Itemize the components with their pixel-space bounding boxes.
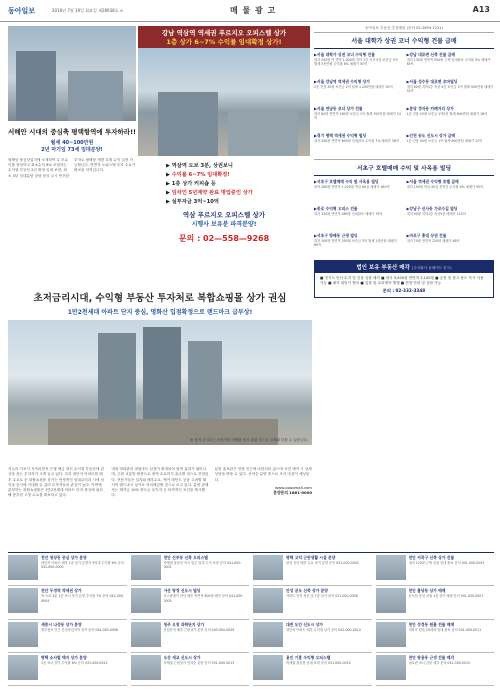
ad2-tower xyxy=(143,327,181,425)
listing-title: 천안 불당동 상가 매매 xyxy=(408,588,446,594)
listing-desc: 역세권 근린상가 선착순 분양 문의 031-000-0013 xyxy=(163,660,235,665)
classified-listing[interactable] xyxy=(8,586,127,619)
listing-title: 안성 공도 신축 상가 분양 xyxy=(286,588,328,594)
classified-listing[interactable] xyxy=(376,653,495,686)
ad1-tagline-line1: 역삼 푸르지오 오피스텔 상가 xyxy=(182,211,266,219)
listing-desc: 아파트 단지 정문 앞 1층 상가 문의 031-000-0006 xyxy=(286,594,358,599)
listing-item-desc: 1층 전용 40평 보증금 1억 월세 600만원 매매가 12억 xyxy=(406,139,483,143)
listing-title: 대전 도안 신도시 상가 xyxy=(286,621,323,627)
listing-item-desc: 대지 90평 지하1층 지상5층 매매가 110억 xyxy=(406,212,466,216)
ad1-photo-building xyxy=(158,92,218,156)
listing-item[interactable] xyxy=(407,230,495,257)
ad1-bullet: ▶ 역삼역 도보 3분, 상권보니 xyxy=(166,163,233,169)
ad2-text-col xyxy=(215,467,312,544)
classified-listing[interactable] xyxy=(253,586,372,619)
right-column-heading-2: 서초구 호텔매매 수익 및 사옥용 빌딩 xyxy=(314,159,494,176)
listing-list-2 xyxy=(314,176,494,257)
listing-item-desc: 1층 전용 30평 보증금 2억 월세 1,200만원 매매가 30억 xyxy=(314,85,393,89)
listing-photo xyxy=(8,622,38,647)
corporate-sale-note: (주식회사 동레이트 한국) xyxy=(411,266,452,270)
ad2-caption: ※ 상기 투시도는 소비자의 이해를 돕기 위한 것으로 실제와 다를 수 있습니다. xyxy=(190,438,308,442)
classified-listing[interactable] xyxy=(131,586,250,619)
listing-title: 오산 세교 신도시 상가 xyxy=(163,654,201,660)
ad1-bullet: ▶ 1층 상가 커피숍 등 xyxy=(166,181,216,187)
listing-list-1 xyxy=(314,49,494,157)
ad1-left-headline: 서해안 시대의 중심축 평택항역에 투자하라!! xyxy=(8,128,137,136)
listing-title: 천안 두정역 역세권 상가 xyxy=(41,588,82,594)
classified-listing[interactable] xyxy=(376,553,495,586)
listing-item-desc: 대지 150평 객실 45실 운영중 수익률 6% 매매가 95억 xyxy=(406,185,484,189)
ad2-tower xyxy=(98,333,136,425)
ad1-bullet-text: 수익률 6~7% 임대확정! xyxy=(171,172,230,178)
section-title: 매 물 광 고 xyxy=(230,6,277,15)
newspaper-logo: 동아일보 xyxy=(8,7,36,15)
listing-desc: 산업단지 배후 근린상가 분양 문의 043-000-0009 xyxy=(163,627,235,632)
classified-listing[interactable] xyxy=(253,620,372,653)
corporate-sale-title xyxy=(315,261,493,273)
listing-item-desc: 대지 100평 연면적 350평 보증금 3억 월세 2천만원 매매가 60억 xyxy=(314,239,397,248)
corporate-sale-body: ■ 경기도 안산 토지 및 건물 일괄 매각 ■ 대지 3,500평 연면적 2,100평 ■ 공장 및 창고 용도 즉시 사용 가능 ■ 매각 희망가 협의 ■ 입찰 및 수의계약 병행 ■ 현장 안내 및 상담 가능 xyxy=(320,276,484,286)
building-image xyxy=(8,26,136,121)
ad1-left-panel xyxy=(8,26,136,286)
listing-item[interactable] xyxy=(314,176,402,203)
ad2-text-col: 대형 영화관과 대형마트 입점이 확정되어 집객 효과가 뛰어나며, 주변 교통망 확충으로 광역 수요까지 흡수할 것으로 전망된다. 전문가들은 입지와 배후수요, 앵커 테넌트 등을 고려할 때 지역 랜드마크 상가로 자리매김할 것으로 보고 있다. 분양 관계자는 계약금 10% 중도금 무이자 등 파격적인 조건을 제시했다. xyxy=(111,467,209,498)
listing-desc: 역세권 풀옵션 즉시 입주 임대 수익 보장 문의 041-000-0001 xyxy=(163,561,242,570)
listing-item-desc: 대지 120평 연면적 480평 임대완료 매매가 75억 xyxy=(314,212,383,216)
classified-listing[interactable] xyxy=(376,620,495,653)
listing-item-name: ▶서울 역세권 수익형 호텔 급매 xyxy=(406,179,459,184)
listing-photo xyxy=(131,655,161,680)
right-column-heading-1: 서울 대학가 상권 코너 수익형 건물 급매 xyxy=(314,33,494,49)
ad2-title: 초저금리시대, 수익형 부동산 투자처로 복합쇼핑몰 상가 권심 xyxy=(33,293,287,304)
ad1-banner-line2: 1층 상가 6~7% 수익률 임대확정 상가! xyxy=(166,38,282,46)
corporate-sale-title-text: 법인 보유 부동산 매각 xyxy=(356,265,410,271)
listing-item-name: ▶서울 연남동 코너 상가 건물 xyxy=(314,106,363,111)
ad1-right-panel xyxy=(138,26,310,288)
listing-photo xyxy=(131,622,161,647)
listing-title: 천안 쌍용동 근생 건물 매각 xyxy=(408,654,455,660)
listing-item-desc: 대지 60평 연면적 180평 보증금 1억 월세 700만원 매매가 24억 xyxy=(314,112,401,121)
ad2-text-columns xyxy=(8,467,312,544)
ad1-bullet-text: 1층 상가 커피숍 등 xyxy=(171,181,216,187)
right-column-title: 동아일보 부동산 추천매물 (문의 02-2659-1211) xyxy=(314,26,494,33)
listing-item-name: ▶서초구 방배동 근생 빌딩 xyxy=(314,233,358,238)
listing-title: 천안 성정동 원룸 건물 매매 xyxy=(408,621,455,627)
listing-item-name: ▶서울 대학가 상권 코너 수익형 건물 xyxy=(314,52,375,57)
ad1-bullet-text: 실투자금 3억~10억 xyxy=(171,199,219,205)
listing-desc: 대학가 원룸 20세대 임대 완료 문의 041-000-0011 xyxy=(408,627,482,632)
listing-item[interactable] xyxy=(314,76,402,103)
classified-listing[interactable] xyxy=(131,653,250,686)
page-header xyxy=(0,0,500,22)
listing-item[interactable] xyxy=(407,130,495,157)
listing-desc: 대지 120평 근생 건물 임대 완료 문의 041-000-0003 xyxy=(408,561,485,565)
ad1-photo xyxy=(138,48,310,156)
classified-listing[interactable] xyxy=(8,620,127,653)
ad2-phone[interactable]: 분양문의 1661-0000 xyxy=(273,490,312,496)
listing-photo xyxy=(8,588,38,613)
listing-desc: 역 도보 3분 1층 코너 상가 분양 수익률 7% 문의 041-000-0004 xyxy=(41,594,124,603)
classified-listing[interactable] xyxy=(8,653,127,686)
ad1-left-body: 평택항 중심상업지에 소재하여 무 조수익률 향상하고 최소수익 8% 보장하는 수익형 부동산 2년 확정 임대 보장, 최소 3년 임대분양 상담 문의 주시 안전한 투자로 평택항 개발 호재 수익 실현 가능합니다. 연면적 오피스텔 투자 수요가 확보된 지역입니다. xyxy=(8,158,136,178)
listing-photo xyxy=(253,588,283,613)
ad1-banner-line1: 강남 역삼역 역세권 푸르지오 오피스텔 상가 xyxy=(161,29,287,37)
listing-item[interactable] xyxy=(407,103,495,130)
ad2-website[interactable]: www.oooomall.com xyxy=(275,484,312,490)
listing-desc: 대단지 아파트 배후 1층 상가 분양가 3억대 수익률 6% 문의 041-000-0000 xyxy=(41,561,124,570)
ad1-bullet: ▶ 실투자금 3억~10억 xyxy=(166,199,219,205)
ad1-phone[interactable]: 문의 : 02—558—9268 xyxy=(178,234,270,243)
listing-title: 평택 고덕 근린생활 시설 분양 xyxy=(286,555,336,560)
listing-item-name: ▶분당 정자동 카페거리 상가 xyxy=(406,106,454,111)
listing-item-name: ▶강남 대로변 신축 건물 급매 xyxy=(406,52,456,57)
listing-item-desc: 대지 80평 지하1층 지상 4층 보증금 2억 월세 900만원 매매가 32억 xyxy=(406,85,494,94)
listing-item-desc: 대지 70평 연면적 220평 매매가 48억 xyxy=(406,239,460,243)
listing-photo xyxy=(376,655,406,680)
listing-title: 평택 소사벌 택지 상가 분양 xyxy=(41,654,87,660)
ad1-banner xyxy=(138,26,310,48)
listing-item[interactable] xyxy=(314,49,402,76)
listing-title: 천안 서북구 신축 상가 건물 xyxy=(408,555,455,560)
listing-photo xyxy=(253,622,283,647)
listing-item-name: ▶마포구 홍대 상권 건물 xyxy=(406,233,447,238)
listing-item[interactable] xyxy=(407,176,495,203)
listing-photo xyxy=(8,555,38,580)
ad2-subtitle: 1만2천세대 아파트 단지 중심, 명화산 입점확정으로 랜드마크 급부상! xyxy=(67,309,253,316)
listing-item-name: ▶강남구 신사동 가로수길 빌딩 xyxy=(406,206,458,211)
listing-desc: 디스플레이 산단 배후 연면적 600평 매각 문의 041-000-0005 xyxy=(163,594,244,603)
ad2-tower xyxy=(188,341,222,425)
listing-photo xyxy=(8,655,38,680)
listing-photo xyxy=(253,555,283,580)
listing-item[interactable] xyxy=(314,103,402,130)
ad1-left-sub-line: 월세 40~100만원 xyxy=(50,140,94,146)
listing-photo xyxy=(131,555,161,580)
issue-meta: 2016년 7월 19일 화요일 제28938호 ⊙ xyxy=(52,8,124,13)
listing-item[interactable] xyxy=(314,230,402,257)
ad1-tagline xyxy=(138,211,310,229)
listing-item-name: ▶경기 평택 역세권 수익형 빌딩 xyxy=(314,133,367,138)
ad2-contact xyxy=(215,485,312,496)
corporate-sale-box xyxy=(314,260,494,298)
listing-item-name: ▶서울 성수동 대로변 꼬마빌딩 xyxy=(406,79,458,84)
classified-listing[interactable] xyxy=(253,553,372,586)
ad1-bullets xyxy=(138,156,310,207)
classified-listing[interactable] xyxy=(131,553,250,586)
ad1-bullet: ▶ 수익률 6~7% 임대확정! xyxy=(166,172,230,178)
listing-item-name: ▶인천 송도 신도시 상가 급매 xyxy=(406,133,456,138)
listing-item[interactable] xyxy=(407,76,495,103)
listing-photo xyxy=(376,622,406,647)
listing-item-name: ▶서울 강남역 역세권 수익형 상가 xyxy=(314,79,370,84)
listing-item[interactable] xyxy=(314,130,402,157)
ad2-panel xyxy=(8,290,312,466)
listing-desc: 신도심 중심 상권 1층 상가 매매 문의 041-000-0007 xyxy=(408,594,484,599)
ad2-text-col: 저금리 기조가 지속되면서 은행 예금 대신 수익형 부동산에 관심을 갖는 투자자가 크게 늘고 있다. 특히 대단지 아파트를 배후 수요로 둔 복합쇼핑몰 상가는 안정적인 임대수익과 시세 차익을 동시에 기대할 수 있어 투자자들의 관심이 높다. 이번에 분양하는 복합쇼핑몰은 1만2천세대 아파트 단지 중심에 위치해 풍부한 고정 수요를 확보하고 있다. xyxy=(8,467,104,498)
listing-title: 청주 오창 과학단지 상가 xyxy=(163,621,205,627)
ad1-bullet-text: 임차인 5년계약 완료 명업중인 상가 xyxy=(171,190,253,196)
ad2-rendering xyxy=(8,320,312,445)
listing-item-name: ▶종로 수익형 오피스 건물 xyxy=(314,206,358,211)
listing-item-desc: 대지 200평 연면적 600평 임대완료 수익률 7% 매매가 38억 xyxy=(314,139,399,143)
ad1-photo-building xyxy=(228,110,298,156)
page-number: A13 xyxy=(472,5,490,14)
listing-photo xyxy=(131,588,161,613)
listing-item-desc: 대지 280평 연면적 1,200평 객실 60실 매매가 180억 xyxy=(314,185,390,189)
listing-item-desc: 대지 250평 연 면적 1,000평 지하 1층 지상 5층 보증금 3억 월세 3천만원 수익률 6% 매매가 55억 xyxy=(314,58,398,67)
listing-desc: 정부청사 인근 중심상업지역 상가 문의 044-000-0008 xyxy=(41,627,118,632)
classified-listing[interactable] xyxy=(376,586,495,619)
ad1-left-sub-line: 2년 마기임 73세 임대분양! xyxy=(41,147,103,153)
listing-title: 용인 기흥 수익형 오피스텔 xyxy=(286,654,331,660)
ad1-tagline-line2: 시행사 보유분 파격분양! xyxy=(191,221,257,228)
listing-title: 천안 청당동 중심 상가 분양 xyxy=(41,555,87,560)
listing-desc: 삼성 산단 배후 수요 상가 분양 문의 031-000-0002 xyxy=(286,561,359,565)
listing-title: 천안 신부동 신축 오피스텔 xyxy=(163,555,208,560)
classified-listing[interactable] xyxy=(253,653,372,686)
listing-photo xyxy=(253,655,283,680)
listing-item-desc: 1층 전용 25평 보증금 1억5천 월세 800만원 매매가 18억 xyxy=(406,112,488,116)
corporate-sale-contact[interactable]: 문의 : 02-332-3348 xyxy=(382,288,426,294)
classified-listing[interactable] xyxy=(8,553,127,586)
classified-grid xyxy=(8,552,494,686)
listing-desc: 대로변 코너 건물 매각 문의 041-000-0015 xyxy=(408,660,471,665)
ad1-bullet-text: 역삼역 도보 3분, 상권보니 xyxy=(171,163,233,169)
listing-desc: 역세권 풀옵션 임대 보장 문의 031-000-0014 xyxy=(286,660,351,665)
listing-item[interactable] xyxy=(407,49,495,76)
right-column xyxy=(314,26,494,466)
listing-desc: 1층 코너 상가 수익률 6% 문의 031-000-0012 xyxy=(41,660,108,665)
classified-listing[interactable] xyxy=(131,620,250,653)
listing-title: 아산 탕정 신도시 빌딩 xyxy=(163,588,201,594)
listing-item-name: ▶서초구 호텔매매 수익 및 사옥용 빌딩 xyxy=(314,179,379,184)
listing-photo xyxy=(376,555,406,580)
ad2-text-col-body: 분양 홍보관은 현장 인근에 마련되어 있으며 사전 예약 시 상세 상담을 받을 수 있다. 선착순 분양 중으로 조기 마감이 예상된다. xyxy=(214,467,312,482)
listing-desc: 대단지 아파트 배후 수익형 상가 문의 042-000-0010 xyxy=(286,627,361,632)
listing-photo xyxy=(376,588,406,613)
listing-item-desc: 대지 130평 연면적 550평 근생 임대완료 수익률 5% 매매가 85억 xyxy=(406,58,491,67)
ad1-left-sub xyxy=(8,140,136,154)
ad1-bullet: ▶ 임차인 5년계약 완료 명업중인 상가 xyxy=(166,190,253,196)
listing-item[interactable] xyxy=(314,203,402,230)
listing-title: 세종시 나성동 상가 분양 xyxy=(41,621,82,627)
listing-item[interactable] xyxy=(407,203,495,230)
